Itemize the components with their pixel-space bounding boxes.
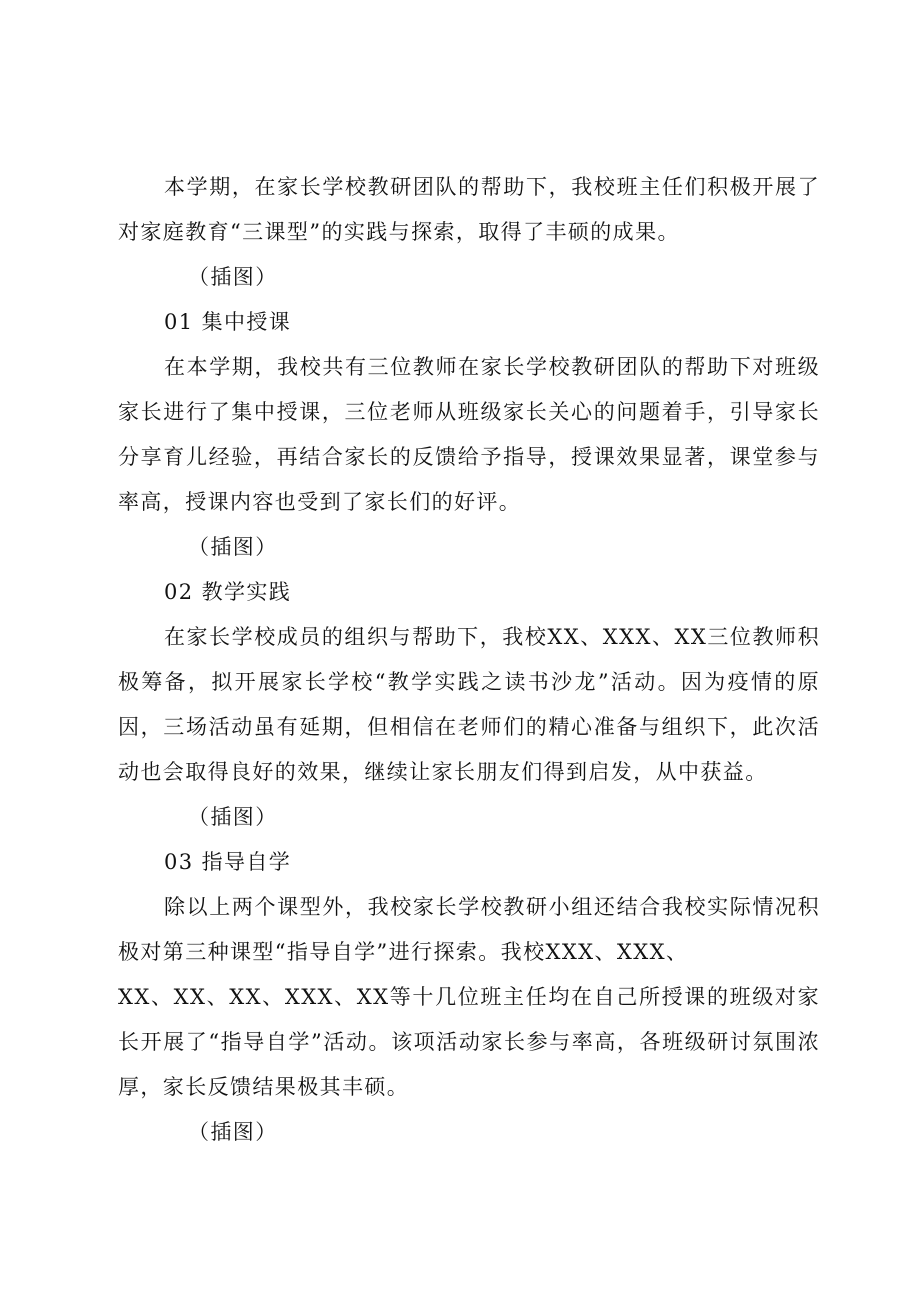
- figure-placeholder: （插图）: [188, 805, 278, 829]
- section-body-03-part1: 除以上两个课型外，我校家长学校教研小组还结合我校实际情况积极对第三种课型“指导自学”进行探索。我校XXX、XXX、: [118, 895, 820, 964]
- section-heading-03: 03 指导自学: [164, 850, 292, 874]
- figure-placeholder: （插图）: [188, 535, 278, 559]
- section-heading-02: 02 教学实践: [164, 580, 292, 604]
- intro-paragraph: 本学期，在家长学校教研团队的帮助下，我校班主任们积极开展了对家庭教育“三课型”的实践与探索，取得了丰硕的成果。: [118, 175, 820, 244]
- section-body-01: 在本学期，我校共有三位教师在家长学校教研团队的帮助下对班级家长进行了集中授课，三位老师从班级家长关心的问题着手，引导家长分享育儿经验，再结合家长的反馈给予指导，授课效果显著，课堂参与率高，授课内容也受到了家长们的好评。: [118, 355, 820, 514]
- section-heading-01: 01 集中授课: [164, 310, 292, 334]
- document-body: [118, 165, 820, 1155]
- section-body-03-part2: XX、XX、XX、XXX、XX等十几位班主任均在自己所授课的班级对家长开展了“指导自学”活动。该项活动家长参与率高，各班级研讨氛围浓厚，家长反馈结果极其丰硕。: [118, 985, 820, 1099]
- section-body-02: 在家长学校成员的组织与帮助下，我校XX、XXX、XX三位教师积极筹备，拟开展家长学校“教学实践之读书沙龙”活动。因为疫情的原因，三场活动虽有延期，但相信在老师们的精心准备与组织下，此次活动也会取得良好的效果，继续让家长朋友们得到启发，从中获益。: [118, 625, 820, 784]
- figure-placeholder: （插图）: [188, 1120, 278, 1144]
- figure-placeholder: （插图）: [188, 265, 278, 289]
